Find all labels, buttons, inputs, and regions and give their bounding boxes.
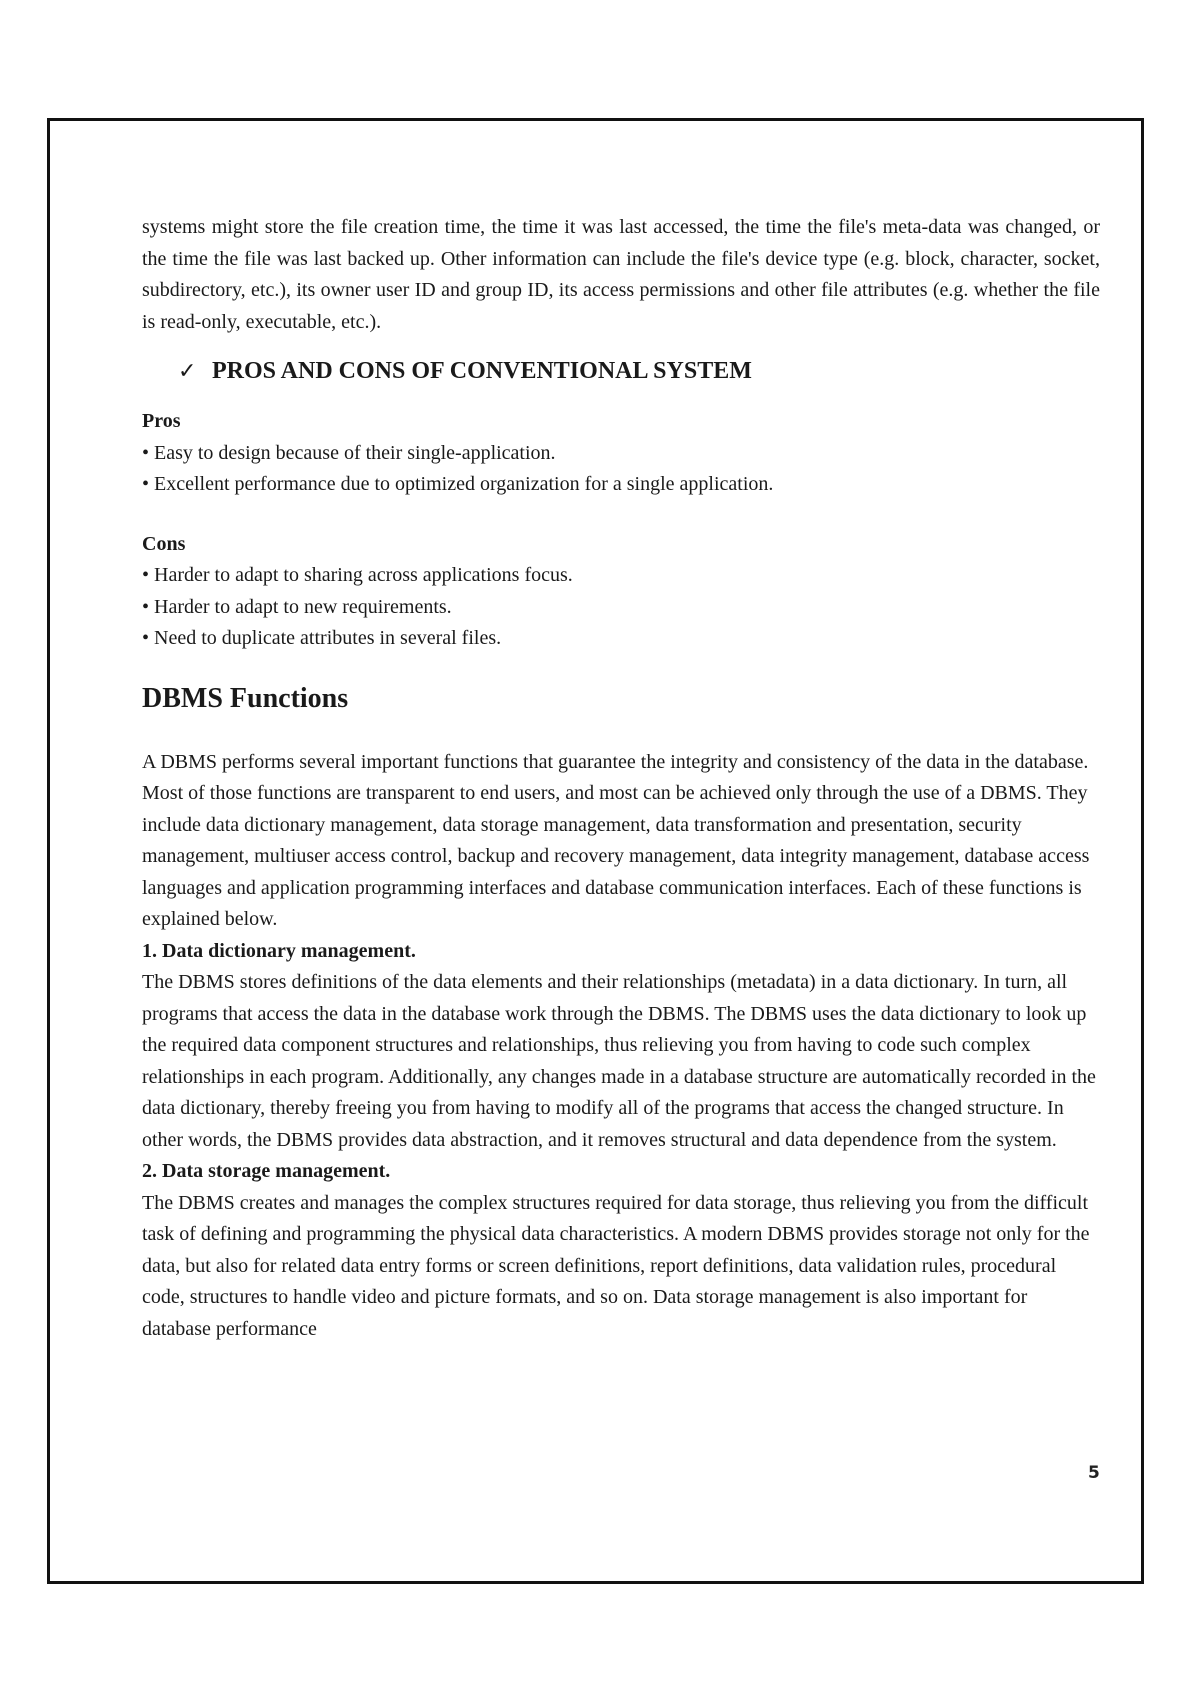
pros-item: • Excellent performance due to optimized organization for a single application. (142, 473, 774, 495)
pros-cons-heading-text: PROS AND CONS OF CONVENTIONAL SYSTEM (212, 358, 752, 384)
page-number: 5 (1088, 1463, 1100, 1483)
cons-label: Cons (142, 532, 186, 555)
item1-body: The DBMS stores definitions of the data elements and their relationships (metadata) in a data dictionary. In turn, all programs that access the data in the database work through the DBMS. The DBMS uses the data dictionary to look up the required data component structures and relationships, thus relieving you from having to code such complex relationships in each program. Additionally, any changes made in a database structure are automatically recorded in the data dictionary, thereby freeing you from having to modify all of the programs that access the changed structure. In other words, the DBMS provides data abstraction, and it removes structural and data dependence from the system. (142, 971, 1096, 1151)
pros-item: • Easy to design because of their single-application. (142, 441, 556, 464)
pros-list (142, 438, 1100, 501)
intro-paragraph: systems might store the file creation time, the time it was last accessed, the time the file's meta-data was changed, or the time the file was last backed up. Other information can include the file's device type (e.g. block, character, socket, subdirectory, etc.), its owner user ID and group ID, its access permissions and other file attributes (e.g. whether the file is read-only, executable, etc.). (142, 216, 1100, 333)
item1-heading: 1. Data dictionary management. (142, 939, 416, 962)
cons-list (142, 560, 1100, 655)
pros-cons-heading (142, 349, 1100, 393)
dbms-intro-paragraph: A DBMS performs several important functions that guarantee the integrity and consistency of the data in the database. Most of those functions are transparent to end users, and most can be achieved only through the use of a DBMS. They include data dictionary management, data storage management, data transformation and presentation, security management, multiuser access control, backup and recovery management, data integrity management, database access languages and application programming interfaces and database communication interfaces. Each of these functions is explained below. (142, 750, 1090, 930)
cons-item: • Harder to adapt to sharing across applications focus. (142, 564, 573, 586)
cons-item: • Need to duplicate attributes in several files. (142, 627, 502, 649)
checkmark-icon: ✓ (178, 358, 197, 383)
cons-item: • Harder to adapt to new requirements. (142, 595, 452, 618)
pros-label: Pros (142, 410, 181, 432)
item2-heading: 2. Data storage management. (142, 1160, 391, 1182)
item2-body: The DBMS creates and manages the complex structures required for data storage, thus relieving you from the difficult task of defining and programming the physical data characteristics. A modern DBMS provides storage not only for the data, but also for related data entry forms or screen definitions, report definitions, data validation rules, procedural code, structures to handle video and picture formats, and so on. Data storage management is also important for database performance (142, 1191, 1090, 1340)
page-content (142, 212, 1100, 1345)
dbms-functions-heading: DBMS Functions (142, 682, 349, 714)
